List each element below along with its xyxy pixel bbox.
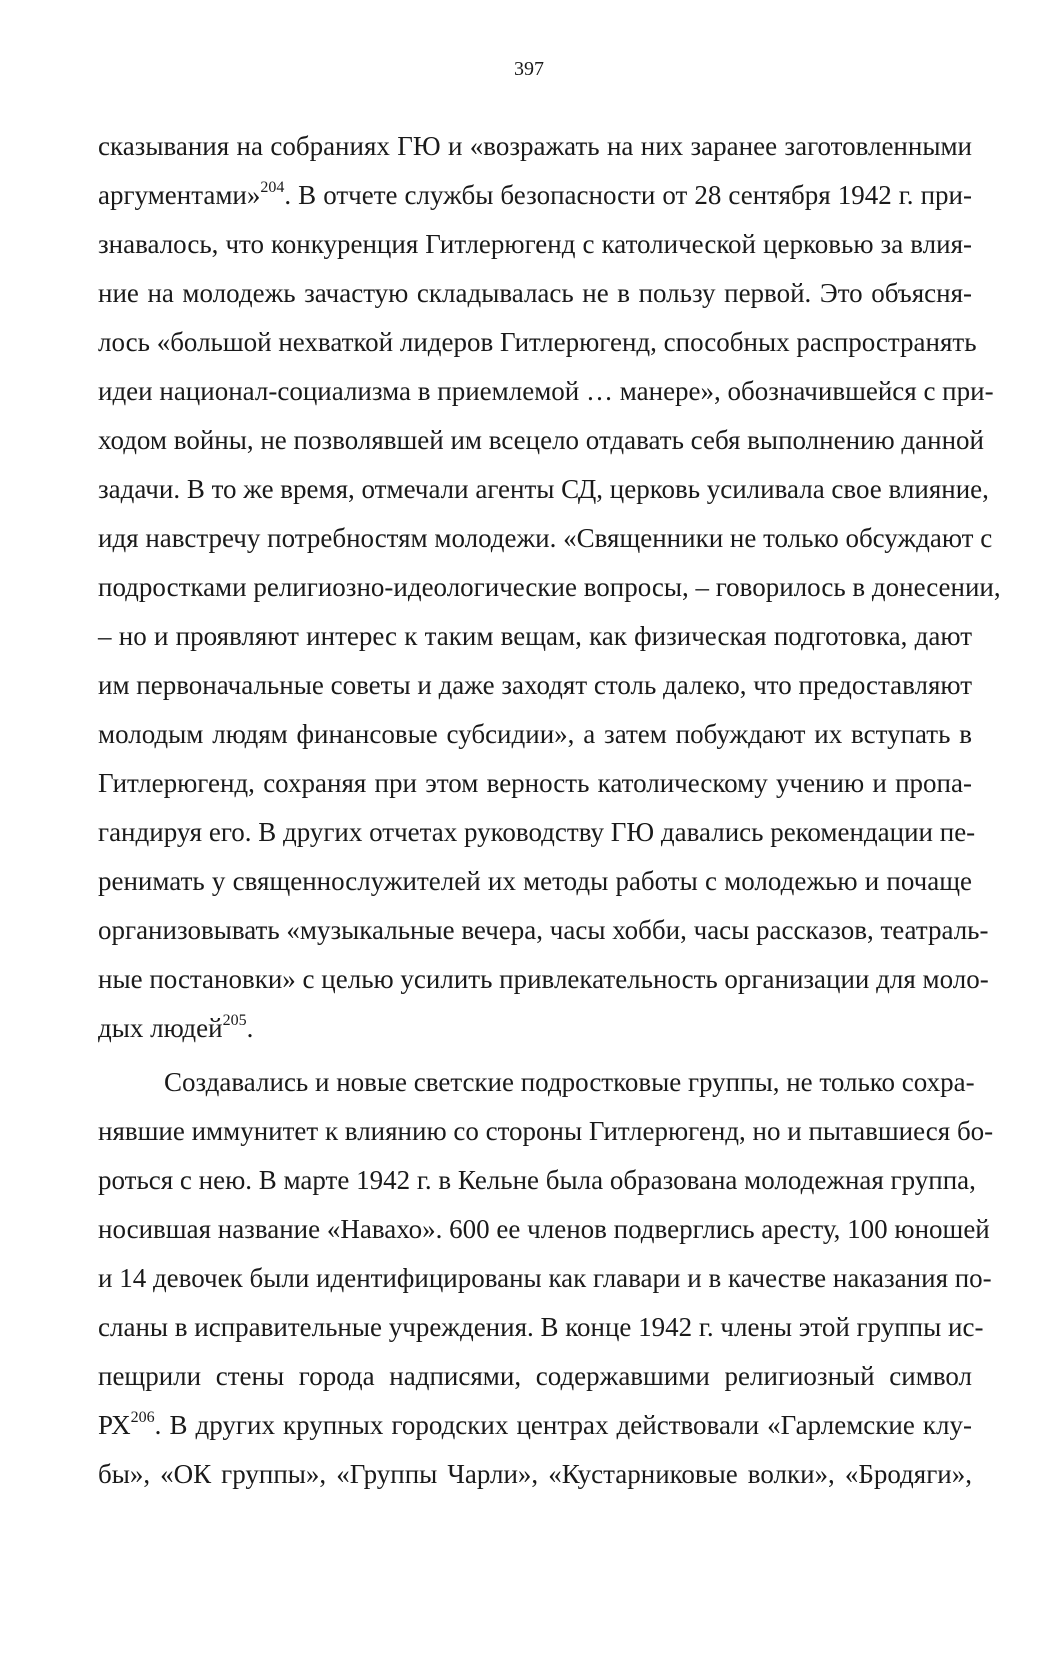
line-text: ние на молодежь зачастую складывалась не в пользу первой. Это объясня-	[98, 278, 972, 308]
line-text: ные постановки» с целью усилить привлекательность организации для моло-	[98, 964, 989, 994]
text-line	[98, 1303, 984, 1352]
line-text: подростками религиозно-идеологические вопросы, – говорилось в донесении,	[98, 572, 1001, 602]
line-text: молодым людям финансовые субсидии», а затем побуждают их вступать в	[98, 719, 972, 749]
line-text: идеи национал-социализма в приемлемой … манере», обозначившейся с при-	[98, 376, 994, 406]
text-line	[98, 661, 972, 710]
text-line	[98, 1401, 972, 1450]
text-line	[98, 857, 972, 906]
line-text: знавалось, что конкуренция Гитлерюгенд с католической церковью за влия-	[98, 229, 972, 259]
line-text: роться с нею. В марте 1942 г. в Кельне была образована молодежная группа,	[98, 1165, 976, 1195]
text-line	[98, 1107, 994, 1156]
line-text: сланы в исправительные учреждения. В конце 1942 г. члены этой группы ис-	[98, 1312, 984, 1342]
line-text: бы», «ОК группы», «Группы Чарли», «Кустарниковые волки», «Бродяги»,	[98, 1459, 972, 1489]
text-line	[98, 1058, 975, 1107]
line-text: лось «большой нехваткой лидеров Гитлерюгенд, способных распространять	[98, 327, 977, 357]
text-line	[98, 1156, 976, 1205]
text-line	[98, 955, 989, 1004]
line-text: аргументами»	[98, 180, 261, 210]
text-line	[98, 514, 993, 563]
text-line	[98, 710, 972, 759]
line-text: пещрили стены города надписями, содержавшими религиозный символ	[98, 1361, 972, 1391]
line-text: носившая название «Навахо». 600 ее членов подверглись аресту, 100 юношей	[98, 1214, 990, 1244]
text-line	[98, 808, 976, 857]
line-text-continued: . В отчете службы безопасности от 28 сентября 1942 г. при-	[284, 180, 972, 210]
line-text: сказывания на собраниях ГЮ и «возражать на них заранее заготовленными	[98, 131, 972, 161]
line-text: идя навстречу потребностям молодежи. «Священники не только обсуждают с	[98, 523, 993, 553]
text-line	[98, 416, 984, 465]
line-text: – но и проявляют интерес к таким вещам, как физическая подготовка, дают	[98, 621, 972, 651]
text-line	[98, 612, 972, 661]
text-line	[98, 220, 972, 269]
paragraph-1	[98, 122, 1001, 1053]
page-number: 397	[514, 58, 544, 80]
text-line	[98, 1352, 972, 1401]
line-text-continued: . В других крупных городских центрах действовали «Гарлемские клу-	[154, 1410, 972, 1440]
text-line	[98, 1450, 972, 1499]
text-line	[98, 1254, 992, 1303]
line-text: РХ	[98, 1410, 131, 1440]
text-line	[98, 759, 972, 808]
line-text: ренимать у священнослужителей их методы работы с молодежью и почаще	[98, 866, 972, 896]
line-text-continued: .	[246, 1013, 254, 1043]
footnote-ref: 206	[130, 1409, 155, 1426]
paragraph-2	[98, 1058, 994, 1499]
text-line	[98, 367, 994, 416]
text-line	[98, 1205, 990, 1254]
line-text: и 14 девочек были идентифицированы как главари и в качестве наказания по-	[98, 1263, 992, 1293]
line-text: задачи. В то же время, отмечали агенты СД, церковь усиливала свое влияние,	[98, 474, 989, 504]
line-text: ходом войны, не позволявшей им всецело отдавать себя выполнению данной	[98, 425, 984, 455]
line-text: дых людей	[98, 1013, 223, 1043]
text-line	[98, 171, 972, 220]
text-line	[98, 318, 977, 367]
line-text: гандируя его. В других отчетах руководству ГЮ давались рекомендации пе-	[98, 817, 976, 847]
line-text: нявшие иммунитет к влиянию со стороны Гитлерюгенд, но и пытавшиеся бо-	[98, 1116, 994, 1146]
text-line	[98, 269, 972, 318]
line-text: Создавались и новые светские подростковые группы, не только сохра-	[164, 1067, 975, 1097]
text-line	[98, 122, 972, 171]
text-line	[98, 563, 1001, 612]
text-line	[98, 465, 989, 514]
footnote-ref: 204	[260, 179, 285, 196]
footnote-ref: 205	[222, 1012, 247, 1029]
text-line	[98, 1004, 972, 1053]
body-text	[98, 122, 1001, 1499]
line-text: Гитлерюгенд, сохраняя при этом верность католическому учению и пропа-	[98, 768, 972, 798]
text-line	[98, 906, 989, 955]
line-text: организовывать «музыкальные вечера, часы хобби, часы рассказов, театраль-	[98, 915, 989, 945]
line-text: им первоначальные советы и даже заходят столь далеко, что предоставляют	[98, 670, 972, 700]
